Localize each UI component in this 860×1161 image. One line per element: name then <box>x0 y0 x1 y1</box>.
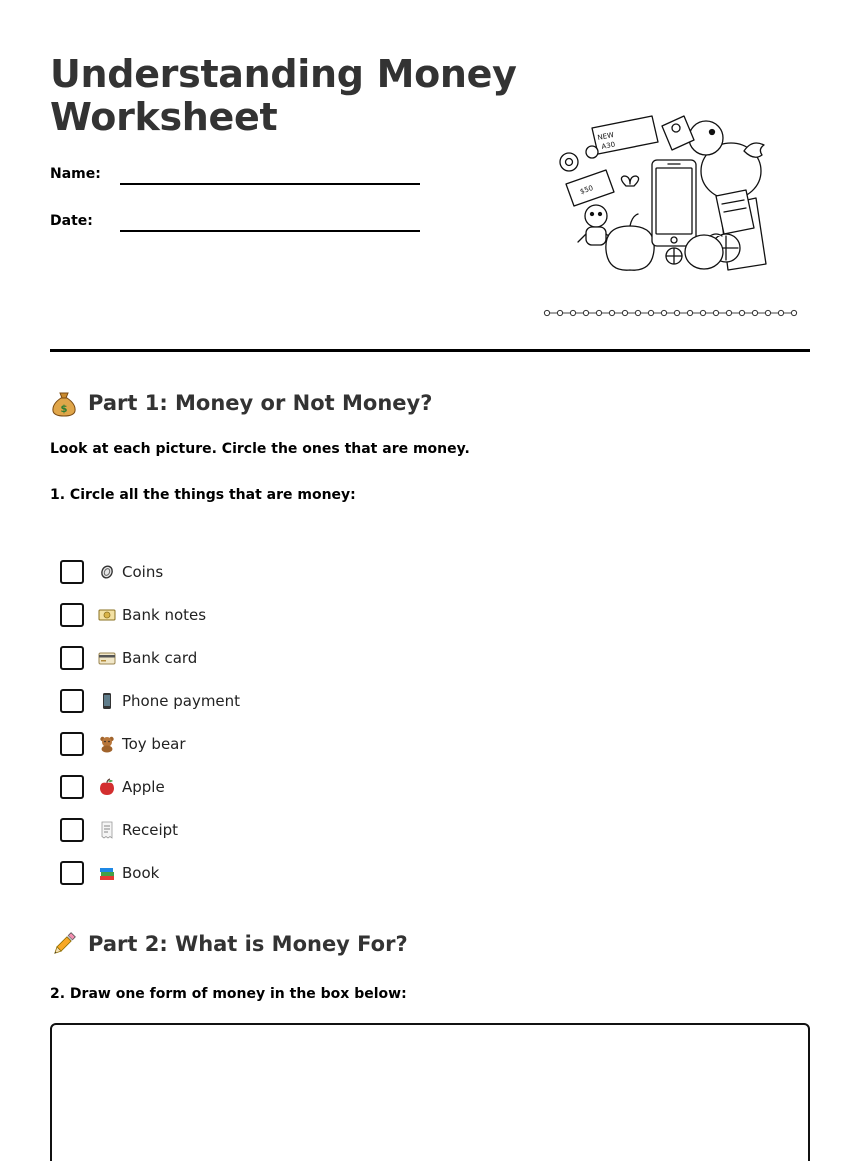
banknote-new-icon <box>592 116 658 154</box>
money-bag-icon <box>50 389 78 417</box>
butterfly-icon <box>621 176 638 186</box>
checkbox[interactable] <box>60 732 84 756</box>
coin-icon <box>98 563 116 581</box>
item-label: Phone payment <box>122 691 241 710</box>
fruit-small-icon <box>685 234 723 269</box>
checkbox[interactable] <box>60 775 84 799</box>
svg-text:A30: A30 <box>600 140 616 151</box>
checklist-item-coins[interactable] <box>60 550 240 593</box>
jar-icon <box>662 116 694 150</box>
decorative-beads <box>543 306 799 320</box>
item-label: Bank card <box>122 648 198 667</box>
part1-question: 1. Circle all the things that are money: <box>50 487 356 503</box>
page-title: Understanding Money Worksheet <box>50 52 517 139</box>
name-label: Name: <box>50 166 101 182</box>
svg-text:NEW: NEW <box>596 130 615 142</box>
item-label: Bank notes <box>122 605 207 624</box>
books-icon <box>98 864 116 882</box>
money-checklist <box>60 550 240 894</box>
header-divider <box>50 349 810 352</box>
checkbox[interactable] <box>60 560 84 584</box>
item-label: Toy bear <box>122 734 186 753</box>
part1-heading <box>50 389 432 417</box>
checklist-item-apple[interactable] <box>60 765 240 808</box>
receipt-icon <box>98 821 116 839</box>
checklist-item-book[interactable] <box>60 851 240 894</box>
part1-heading-text: Part 1: Money or Not Money? <box>88 391 433 415</box>
banknote-50-icon <box>566 170 614 206</box>
svg-text:$50: $50 <box>579 183 595 196</box>
checklist-item-toy-bear[interactable] <box>60 722 240 765</box>
checkbox[interactable] <box>60 861 84 885</box>
cookie-icon <box>689 121 723 155</box>
receipt-small-icon <box>716 190 754 234</box>
checklist-item-bank-notes[interactable] <box>60 593 240 636</box>
donut-icon <box>560 153 578 171</box>
checklist-item-phone-payment[interactable] <box>60 679 240 722</box>
smartphone-icon <box>652 160 696 246</box>
checklist-item-bank-card[interactable] <box>60 636 240 679</box>
part2-question: 2. Draw one form of money in the box below: <box>50 986 407 1002</box>
checkbox[interactable] <box>60 818 84 842</box>
coin-globe-icon <box>666 248 682 264</box>
apple-icon <box>98 778 116 796</box>
coin-small-icon <box>586 146 598 158</box>
name-field[interactable] <box>50 166 430 190</box>
svg-text:$: $ <box>60 404 68 415</box>
item-label: Coins <box>122 562 164 581</box>
item-label: Receipt <box>122 820 179 839</box>
item-label: Apple <box>122 777 165 796</box>
name-blank-line[interactable] <box>120 183 420 185</box>
drawing-box[interactable] <box>50 1023 810 1161</box>
part2-heading <box>50 930 408 958</box>
banknote-icon <box>98 606 116 624</box>
checkbox[interactable] <box>60 603 84 627</box>
apple-illustration-icon <box>606 214 654 270</box>
money-items-illustration <box>548 96 784 276</box>
item-label: Book <box>122 863 160 882</box>
part2-heading-text: Part 2: What is Money For? <box>88 932 408 956</box>
teddy-bear-icon <box>98 735 116 753</box>
credit-card-icon <box>98 649 116 667</box>
date-field[interactable] <box>50 213 430 237</box>
date-label: Date: <box>50 213 93 229</box>
part1-instruction: Look at each picture. Circle the ones that are money. <box>50 441 470 457</box>
phone-icon <box>98 692 116 710</box>
checkbox[interactable] <box>60 646 84 670</box>
date-blank-line[interactable] <box>120 230 420 232</box>
pencil-icon <box>50 930 78 958</box>
checklist-item-receipt[interactable] <box>60 808 240 851</box>
checkbox[interactable] <box>60 689 84 713</box>
